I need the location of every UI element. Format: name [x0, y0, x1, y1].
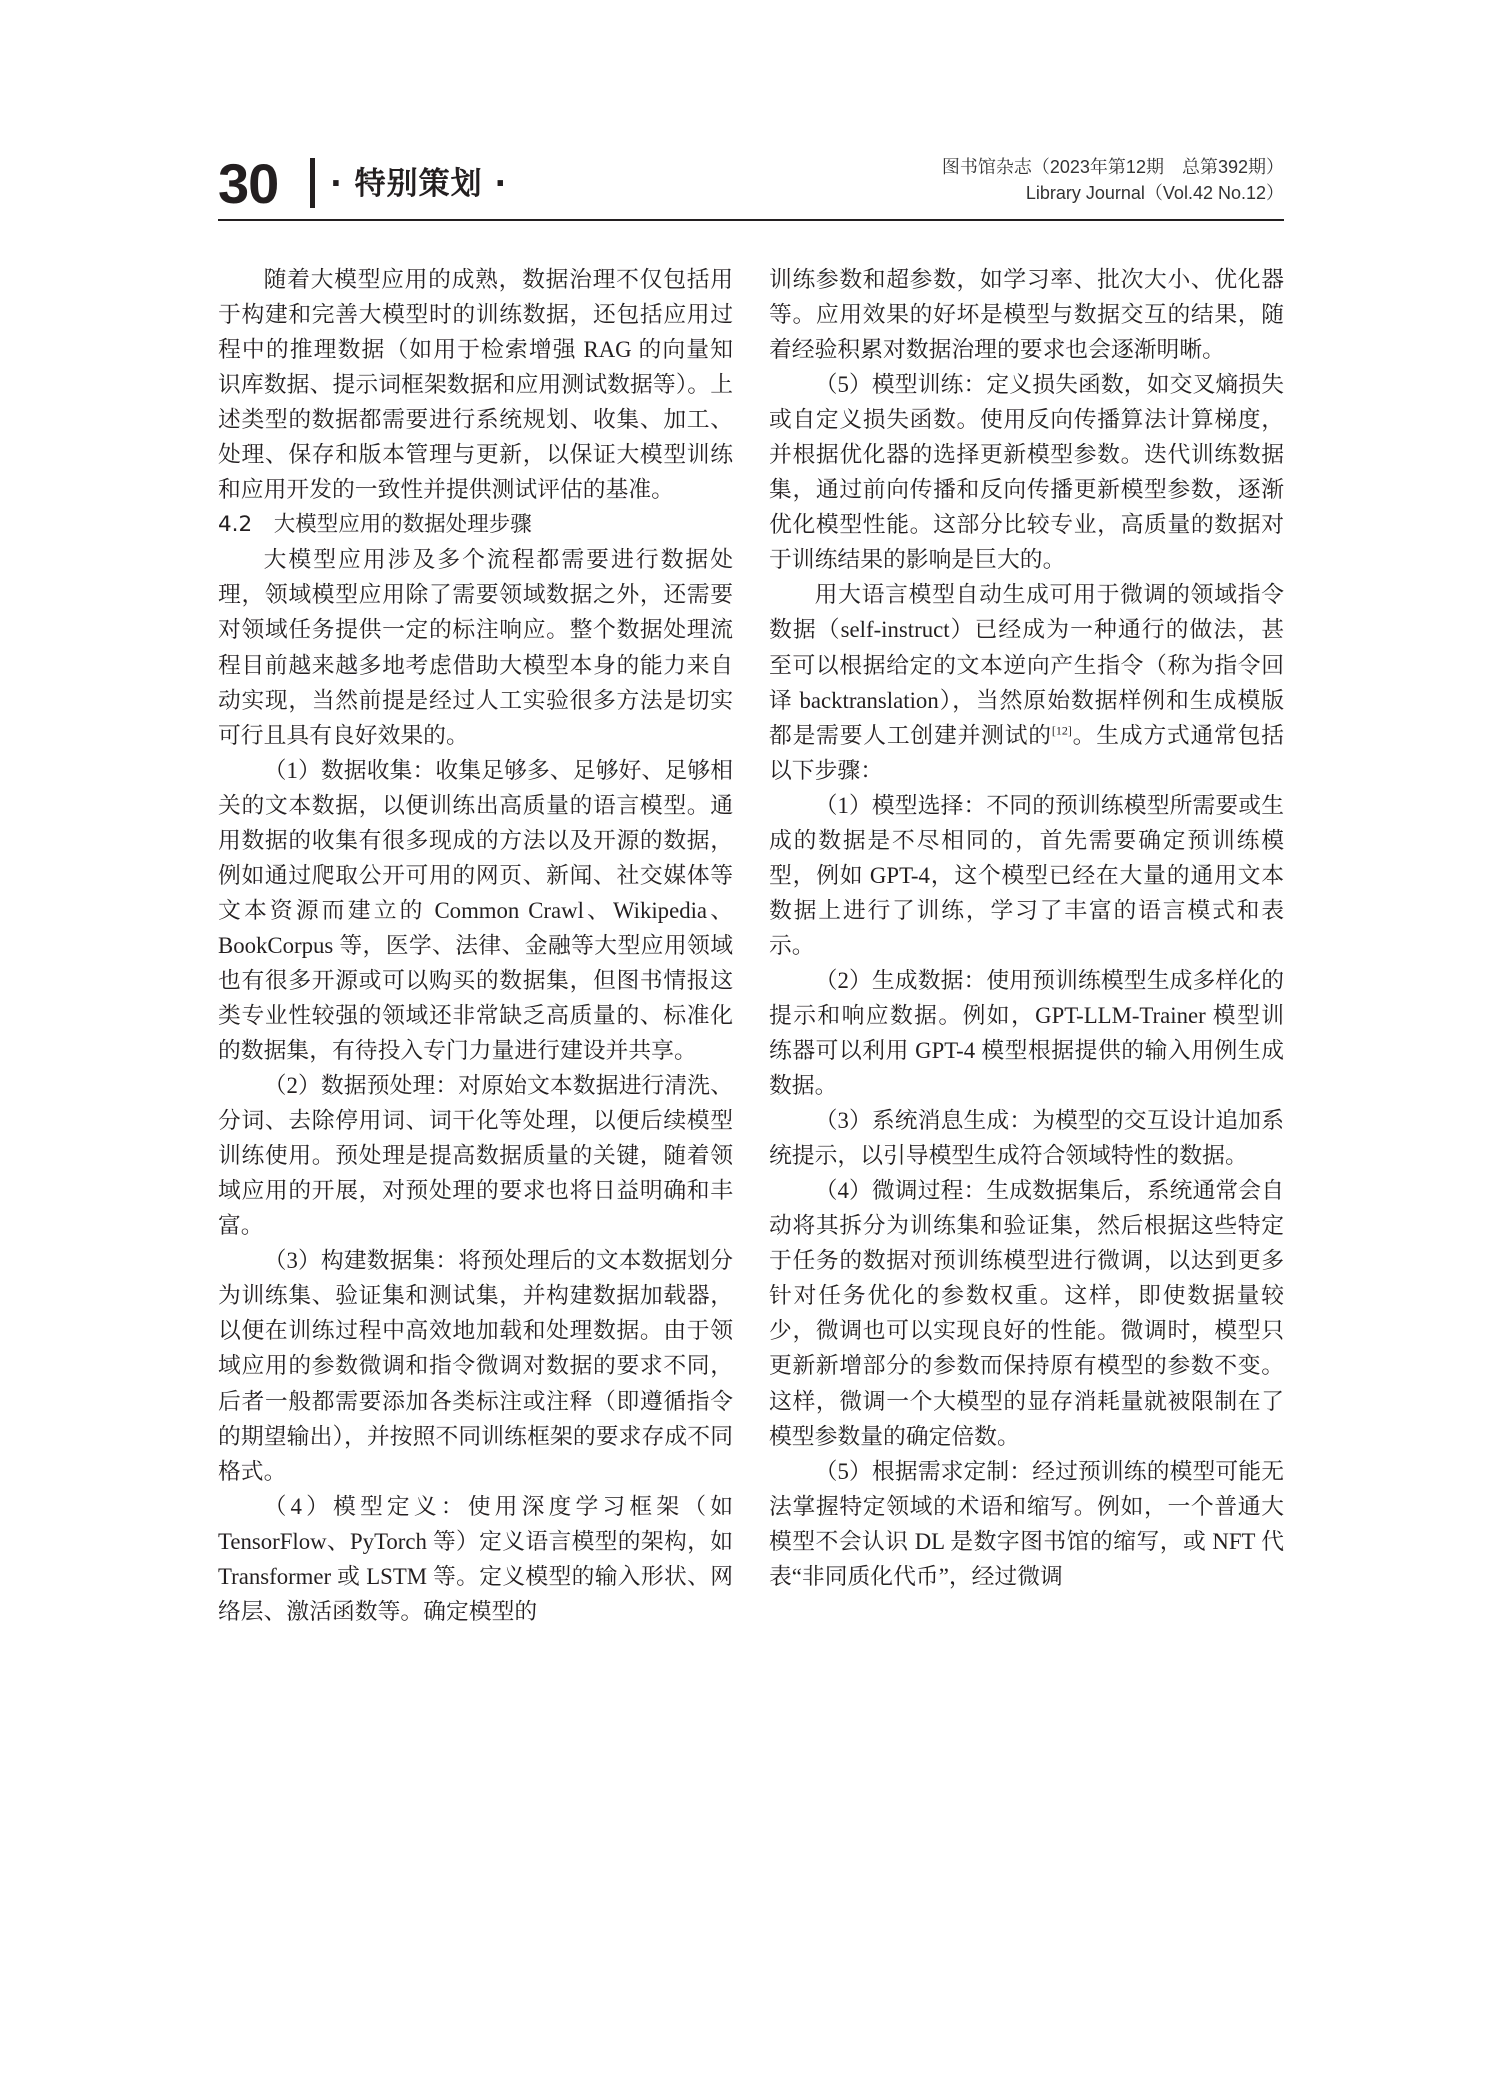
left-column	[218, 262, 733, 1629]
section-label: · 特别策划 ·	[330, 166, 508, 202]
right-column	[769, 262, 1284, 1594]
page-number: 30	[218, 152, 279, 215]
paragraph-text: 用大语言模型自动生成可用于微调的领域指令数据（self-instruct）已经成为一种通行的做法，甚至可以根据给定的文本逆向产生指令（称为指令回译 backtranslation），当然原始数据样例和生成模版都是需要人工创建并测试的	[769, 582, 1284, 748]
paragraph: （3）系统消息生成：为模型的交互设计追加系统提示，以引导模型生成符合领域特性的数据。	[769, 1108, 1284, 1169]
paragraph: 大模型应用涉及多个流程都需要进行数据处理，领域模型应用除了需要领域数据之外，还需要对领域任务提供一定的标注响应。整个数据处理流程目前越来越多地考虑借助大模型本身的能力来自动实现，当然前提是经过人工实验很多方法是切实可行且具有良好效果的。	[218, 547, 733, 748]
paragraph: （3）构建数据集：将预处理后的文本数据划分为训练集、验证集和测试集，并构建数据加载器，以便在训练过程中高效地加载和处理数据。由于领域应用的参数微调和指令微调对数据的要求不同，后者一般都需要添加各类标注或注释（即遵循指令的期望输出），并按照不同训练框架的要求存成不同格式。	[218, 1248, 733, 1484]
paragraph: （4）模型定义：使用深度学习框架（如 TensorFlow、PyTorch 等）定义语言模型的架构，如 Transformer 或 LSTM 等。定义模型的输入形状、网络层、激活函数等。确定模型的	[218, 1493, 733, 1624]
journal-info	[942, 154, 1284, 206]
paragraph: （2）生成数据：使用预训练模型生成多样化的提示和响应数据。例如，GPT-LLM-Trainer 模型训练器可以利用 GPT-4 模型根据提供的输入用例生成数据。	[769, 967, 1284, 1099]
page-header	[218, 148, 1284, 220]
header-rule	[218, 219, 1284, 221]
paragraph: （1）模型选择：不同的预训练模型所需要或生成的数据是不尽相同的，首先需要确定预训练模型，例如 GPT-4，这个模型已经在大量的通用文本数据上进行了训练，学习了丰富的语言模式和表示。	[769, 792, 1284, 958]
paragraph: （1）数据收集：收集足够多、足够好、足够相关的文本数据，以便训练出高质量的语言模型。通用数据的收集有很多现成的方法以及开源的数据，例如通过爬取公开可用的网页、新闻、社交媒体等文本资源而建立的 Common Crawl、Wikipedia、BookCorpus 等，医学、法律、金融等大型应用领域也有很多开源或可以购买的数据集，但图书情报这类专业性较强的领域还非常缺乏高质量的、标准化的数据集，有待投入专门力量进行建设并共享。	[218, 757, 733, 1064]
paragraph: （5）模型训练：定义损失函数，如交叉熵损失或自定义损失函数。使用反向传播算法计算梯度，并根据优化器的选择更新模型参数。迭代训练数据集，通过前向传播和反向传播更新模型参数，逐渐优化模型性能。这部分比较专业，高质量的数据对于训练结果的影响是巨大的。	[769, 372, 1284, 573]
paragraph: （2）数据预处理：对原始文本数据进行清洗、分词、去除停用词、词干化等处理，以便后续模型训练使用。预处理是提高数据质量的关键，随着领域应用的开展，对预处理的要求也将日益明确和丰富。	[218, 1073, 733, 1239]
paragraph: （4）微调过程：生成数据集后，系统通常会自动将其拆分为训练集和验证集，然后根据这些特定于任务的数据对预训练模型进行微调，以达到更多针对任务优化的参数权重。这样，即使数据量较少，微调也可以实现良好的性能。微调时，模型只更新新增部分的参数而保持原有模型的参数不变。这样，微调一个大模型的显存消耗量就被限制在了模型参数量的确定倍数。	[769, 1178, 1284, 1449]
journal-info-english: Library Journal（Vol.42 No.12）	[1025, 183, 1284, 203]
citation-ref: [12]	[1051, 723, 1072, 738]
header-divider-bar	[310, 158, 315, 208]
section-heading: 4.2 大模型应用的数据处理步骤	[218, 512, 532, 538]
paragraph	[769, 577, 1284, 787]
paragraph: 随着大模型应用的成熟，数据治理不仅包括用于构建和完善大模型时的训练数据，还包括应用过程中的推理数据（如用于检索增强 RAG 的向量知识库数据、提示词框架数据和应用测试数据等）。上述类型的数据都需要进行系统规划、收集、加工、处理、保存和版本管理与更新，以保证大模型训练和应用开发的一致性并提供测试评估的基准。	[218, 267, 733, 503]
journal-info-chinese: 图书馆杂志（2023年第12期 总第392期）	[941, 157, 1284, 177]
paragraph-text: 。生成方式通常包括以下步骤：	[769, 722, 1285, 783]
paragraph: （5）根据需求定制：经过预训练的模型可能无法掌握特定领域的术语和缩写。例如，一个普通大模型不会认识 DL 是数字图书馆的缩写，或 NFT 代表“非同质化代币”，经过微调	[769, 1458, 1284, 1589]
paragraph-continued: 训练参数和超参数，如学习率、批次大小、优化器等。应用效果的好坏是模型与数据交互的结果，随着经验积累对数据治理的要求也会逐渐明晰。	[769, 267, 1284, 363]
